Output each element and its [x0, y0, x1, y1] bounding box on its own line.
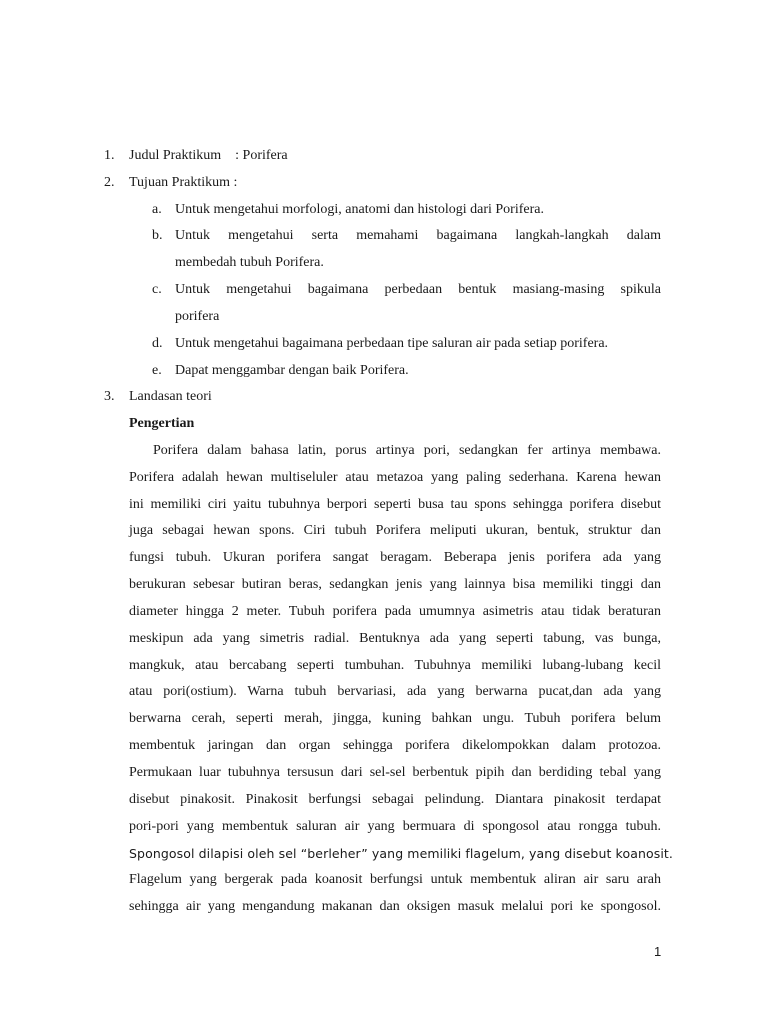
paragraph-line: disebut pinakosit. Pinakosit berfungsi sebagai pelindung. Diantara pinakosit terdapat: [129, 792, 661, 807]
paragraph-line: atau pori(ostium). Warna tubuh bervariasi, ada yang berwarna pucat,dan ada yang: [129, 684, 661, 699]
paragraph-line: berwarna cerah, seperti merah, jingga, kuning bahkan ungu. Tubuh porifera belum: [129, 711, 661, 726]
sub-letter: b.: [152, 228, 163, 243]
sub-letter: a.: [152, 202, 162, 217]
list-number: 3.: [104, 389, 115, 404]
paragraph-line: Spongosol dilapisi oleh sel “berleher” yang memiliki flagelum, yang disebut koanosit.: [129, 846, 673, 861]
paragraph-line: sehingga air yang mengandung makanan dan oksigen masuk melalui pori ke spongosol.: [129, 899, 661, 914]
list-number: 1.: [104, 148, 115, 163]
landasan-teori-heading: Landasan teori: [129, 389, 212, 404]
paragraph-line: juga sebagai hewan spons. Ciri tubuh Porifera meliputi ukuran, bentuk, struktur dan: [129, 523, 661, 538]
tujuan-item-cont: porifera: [175, 309, 220, 324]
paragraph-line: meskipun ada yang simetris radial. Bentuknya ada yang seperti tabung, vas bunga,: [129, 631, 661, 646]
sub-letter: c.: [152, 282, 162, 297]
tujuan-item: Untuk mengetahui morfologi, anatomi dan histologi dari Porifera.: [175, 202, 544, 217]
tujuan-item: Dapat menggambar dengan baik Porifera.: [175, 363, 409, 378]
tujuan-item-cont: membedah tubuh Porifera.: [175, 255, 324, 270]
tujuan-item: Untuk mengetahui bagaimana perbedaan bentuk masiang-masing spikula: [175, 282, 661, 297]
paragraph-line: membentuk jaringan dan organ sehingga porifera dikelompokkan dalam protozoa.: [129, 738, 661, 753]
paragraph-line: Porifera adalah hewan multiseluler atau metazoa yang paling sederhana. Karena hewan: [129, 470, 661, 485]
tujuan-item: Untuk mengetahui serta memahami bagaimana langkah-langkah dalam: [175, 228, 661, 243]
paragraph-line: ini memiliki ciri yaitu tubuhnya berpori seperti busa tau spons sehingga porifera disebut: [129, 497, 661, 512]
tujuan-item: Untuk mengetahui bagaimana perbedaan tipe saluran air pada setiap porifera.: [175, 336, 609, 351]
tujuan-praktikum-heading: Tujuan Praktikum :: [129, 175, 238, 190]
paragraph-line: mangkuk, atau bercabang seperti tumbuhan. Tubuhnya memiliki lubang-lubang kecil: [129, 658, 661, 673]
paragraph-line: Flagelum yang bergerak pada koanosit berfungsi untuk membentuk aliran air saru arah: [129, 872, 661, 887]
list-number: 2.: [104, 175, 115, 190]
section-heading: Pengertian: [129, 416, 195, 431]
sub-letter: e.: [152, 363, 162, 378]
paragraph-line: pori-pori yang membentuk saluran air yang bermuara di spongosol atau rongga tubuh.: [129, 819, 661, 834]
judul-praktikum: Judul Praktikum : Porifera: [129, 148, 288, 163]
paragraph-line: berukuran sebesar butiran beras, sedangkan jenis yang lainnya bisa memiliki tinggi dan: [129, 577, 661, 592]
page-number: 1: [654, 944, 662, 959]
paragraph-line: diameter hingga 2 meter. Tubuh porifera pada umumnya asimetris atau tidak beraturan: [129, 604, 661, 619]
paragraph-line: Permukaan luar tubuhnya tersusun dari sel-sel berbentuk pipih dan berdiding tebal yang: [129, 765, 661, 780]
paragraph-line: fungsi tubuh. Ukuran porifera sangat beragam. Beberapa jenis porifera ada yang: [129, 550, 661, 565]
sub-letter: d.: [152, 336, 163, 351]
paragraph-line: Porifera dalam bahasa latin, porus artinya pori, sedangkan fer artinya membawa.: [153, 443, 661, 458]
